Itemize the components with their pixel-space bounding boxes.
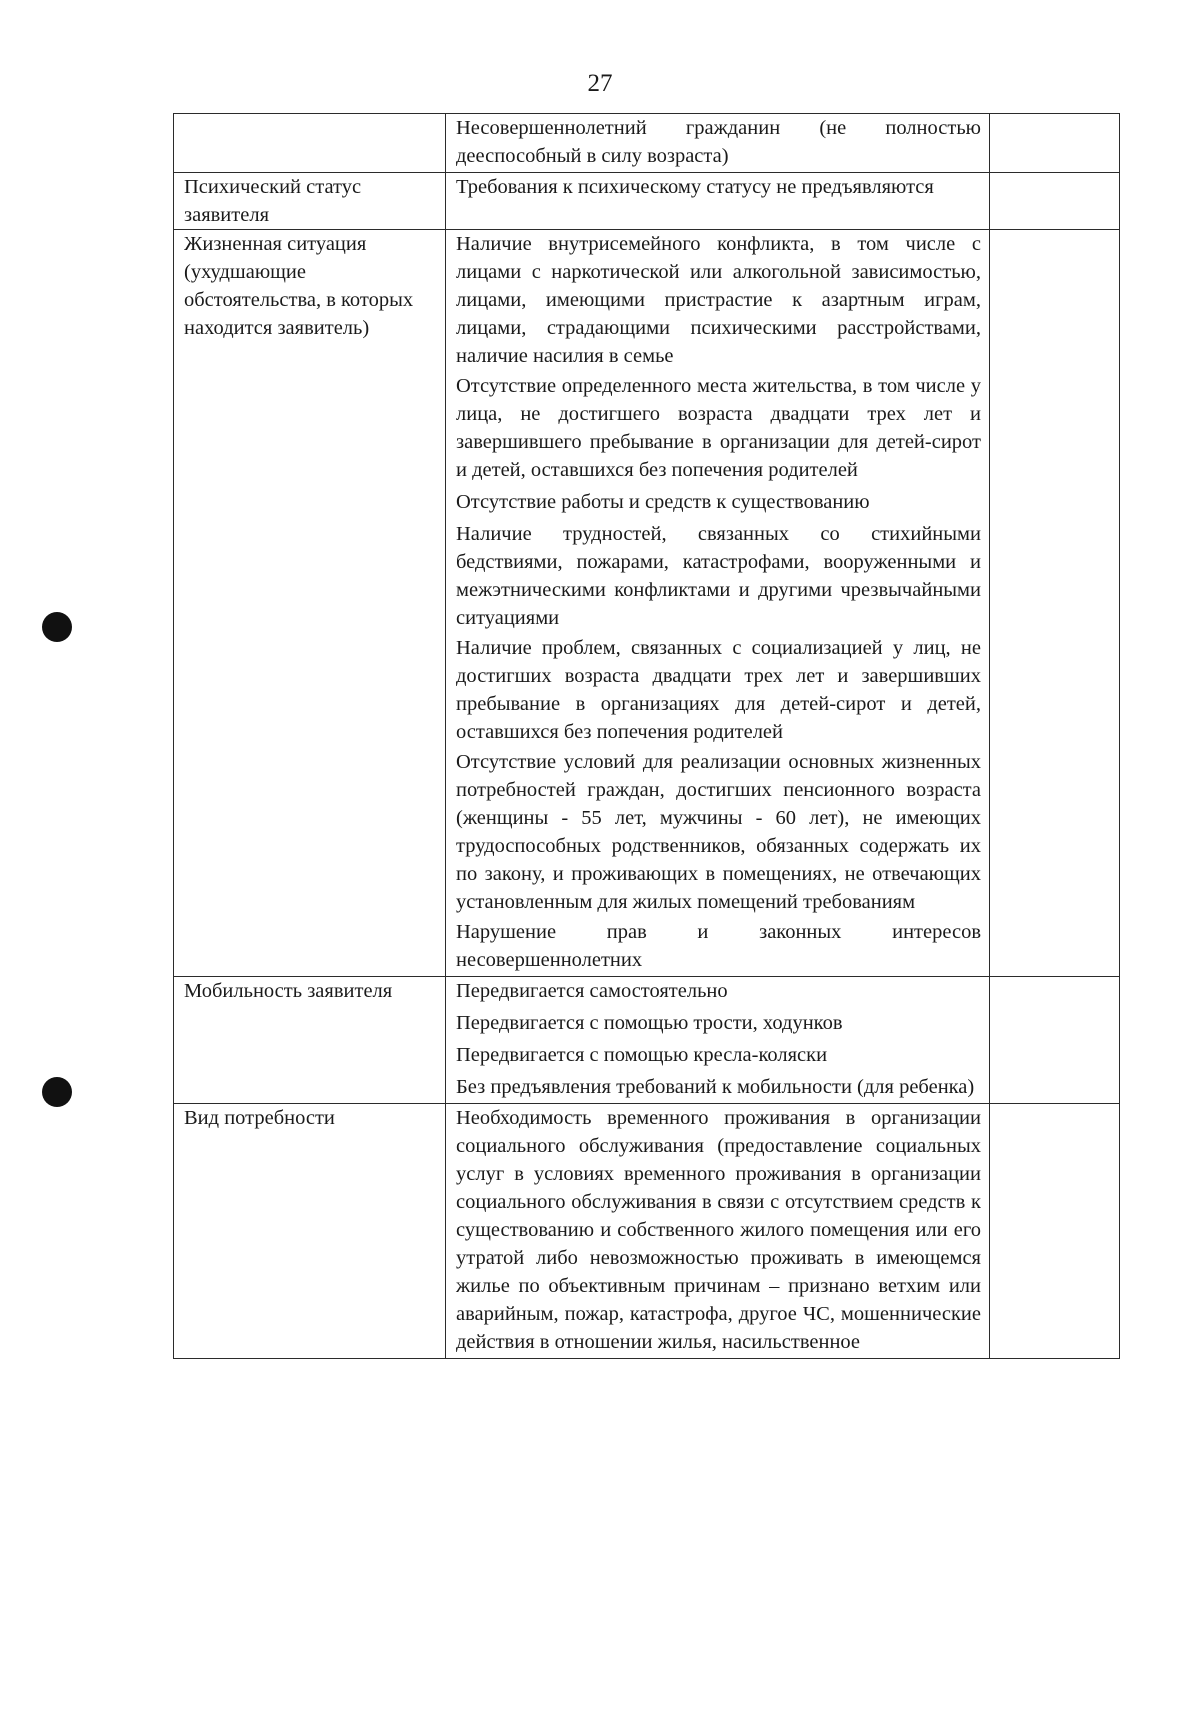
table-row	[174, 173, 1120, 230]
punch-hole-mark	[42, 612, 72, 642]
option-text: Отсутствие определенного места жительства, в том числе у лица, не достигшего возраста двадцати трех лет и завершившего пребывание в организации для детей-сирот и детей, оставшихся без попечения родителей	[456, 375, 981, 481]
option-text: Наличие трудностей, связанных со стихийными бедствиями, пожарами, катастрофами, вооруженными и межэтническими конфликтами и другими чрезвычайными ситуациями	[456, 523, 981, 629]
criterion-label: Вид потребности	[174, 1104, 446, 1359]
punch-hole-mark	[42, 1077, 72, 1107]
criterion-label: Мобильность заявителя	[174, 977, 446, 1104]
option-text: Наличие внутрисемейного конфликта, в том числе с лицами с наркотической или алкогольной зависимостью, лицами, имеющими пристрастие к азартным играм, лицами, страдающими психическими расстройствами, наличие насилия в семье	[456, 233, 981, 367]
option-text: Наличие проблем, связанных с социализацией у лиц, не достигших возраста двадцати трех лет и завершивших пребывание в организациях для детей-сирот и детей, оставшихся без попечения родителей	[456, 637, 981, 743]
option-text: Без предъявления требований к мобильности (для ребенка)	[456, 1076, 975, 1098]
criterion-options	[446, 230, 990, 977]
criterion-options	[446, 1104, 990, 1359]
table-row	[174, 977, 1120, 1104]
criterion-options	[446, 173, 990, 230]
option-text: Отсутствие работы и средств к существованию	[456, 491, 870, 513]
criterion-label: Психический статус заявителя	[174, 173, 446, 230]
criterion-options	[446, 114, 990, 173]
page-number: 27	[587, 70, 613, 97]
criterion-label: Жизненная ситуация (ухудшающие обстоятельства, в которых находится заявитель)	[174, 230, 446, 977]
table-row	[174, 114, 1120, 173]
option-text: Передвигается с помощью кресла-коляски	[456, 1044, 828, 1066]
table-row	[174, 1104, 1120, 1359]
criteria-table	[173, 113, 1120, 1359]
option-text: Необходимость временного проживания в организации социального обслуживания (предоставление социальных услуг в условиях временного проживания в организации социального обслуживания в связи с отсутствием средств к существованию и собственного жилого помещения или его утратой либо невозможностью проживать в имеющемся жилье по объективным причинам – признано ветхим или аварийным, пожар, катастрофа, другое ЧС, мошеннические действия в отношении жилья, насильственное	[456, 1107, 981, 1353]
option-text: Нарушение прав и законных интересов несовершеннолетних	[456, 921, 981, 971]
option-text: Отсутствие условий для реализации основных жизненных потребностей граждан, достигших пенсионного возраста (женщины - 55 лет, мужчины - 60 лет), не имеющих трудоспособных родственников, обязанных содержать их по закону, и проживающих в помещениях, не отвечающих установленным для жилых помещений требованиям	[456, 751, 981, 913]
blank-cell	[990, 230, 1120, 977]
option-text: Передвигается самостоятельно	[456, 980, 728, 1002]
blank-cell	[990, 977, 1120, 1104]
criterion-options	[446, 977, 990, 1104]
option-text: Несовершеннолетний гражданин (не полностью дееспособный в силу возраста)	[456, 117, 981, 167]
option-text: Передвигается с помощью трости, ходунков	[456, 1012, 843, 1034]
criterion-label	[174, 114, 446, 173]
blank-cell	[990, 1104, 1120, 1359]
blank-cell	[990, 114, 1120, 173]
option-text: Требования к психическому статусу не предъявляются	[456, 176, 934, 198]
table-row	[174, 230, 1120, 977]
blank-cell	[990, 173, 1120, 230]
